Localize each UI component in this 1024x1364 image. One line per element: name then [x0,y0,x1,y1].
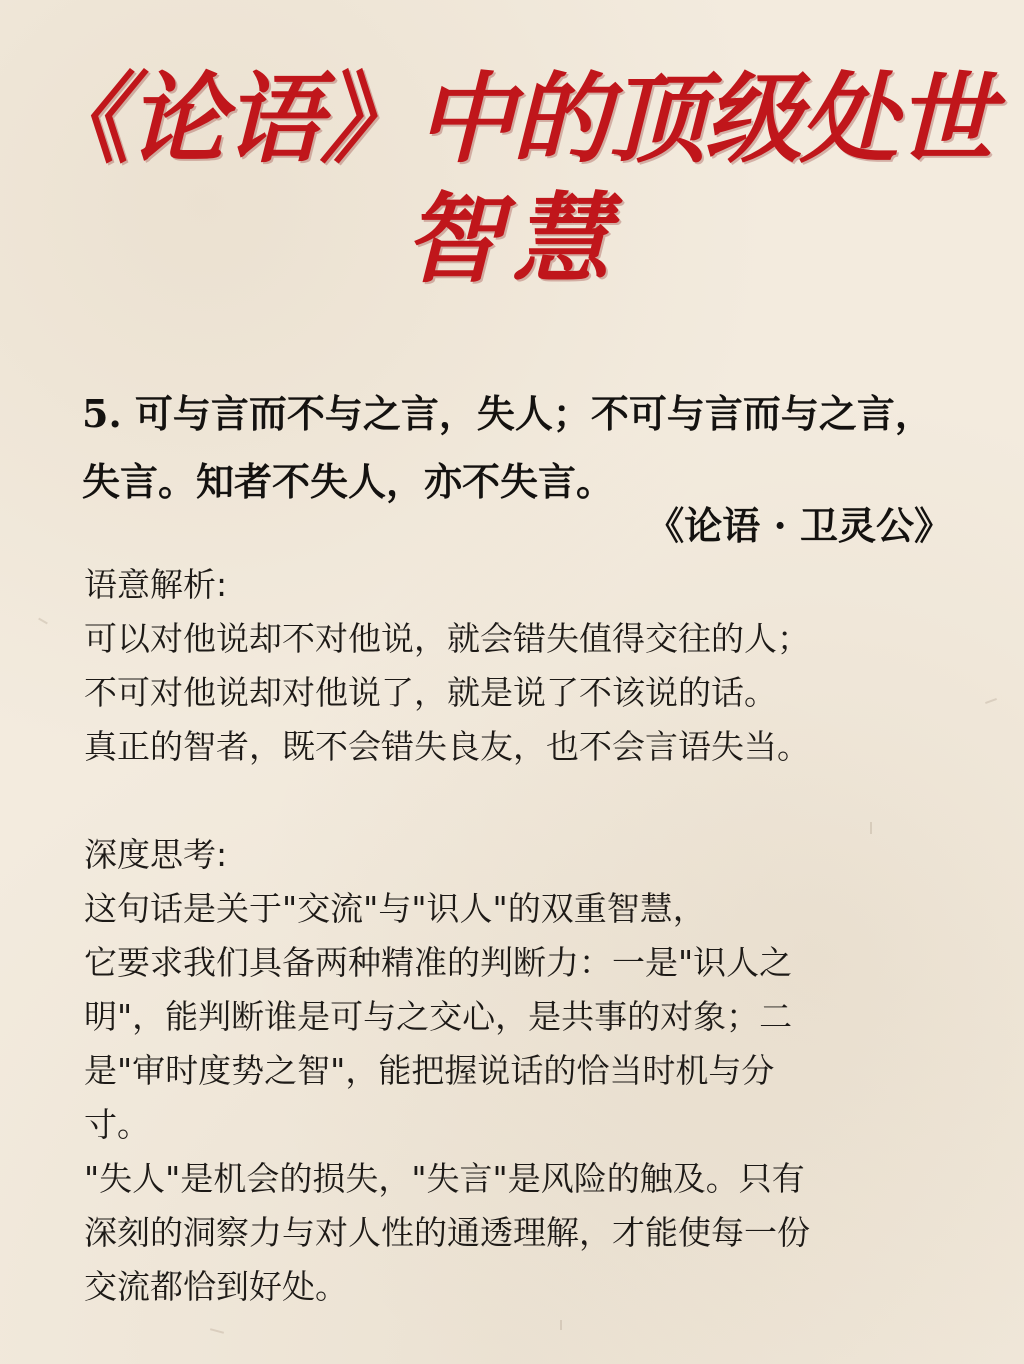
thinking-line: 寸。 [84,1105,150,1144]
meaning-line: 真正的智者，既不会错失良友，也不会言语失当。 [84,727,810,766]
thinking-section [84,828,964,1314]
thinking-heading: 深度思考: [84,835,228,874]
meaning-heading: 语意解析: [84,565,228,604]
quote-source: 《论语 · 卫灵公》 [646,503,952,548]
paper-texture-mark [38,618,48,625]
thinking-line: 深刻的洞察力与对人性的通透理解，才能使每一份 [84,1213,810,1252]
quote-line: 失言。知者不失人，亦不失言。 [82,459,615,504]
thinking-line: 明"，能判断谁是可与之交心，是共事的对象；二 [84,997,793,1036]
page-title-line-1: 《论语》中的顶级处世 [31,62,992,177]
meaning-section [84,558,964,774]
thinking-line: 它要求我们具备两种精准的判断力：一是"识人之 [84,943,793,982]
quote-text [82,380,982,516]
paper-texture-mark [985,698,997,704]
page-title-line-2: 智慧 [403,182,620,297]
quote-line: 5. 可与言而不与之言，失人；不可与言而与之言， [82,391,933,436]
meaning-line: 可以对他说却不对他说，就会错失值得交往的人； [84,619,810,658]
meaning-line: 不可对他说却对他说了，就是说了不该说的话。 [84,673,777,712]
thinking-line: "失人"是机会的损失，"失言"是风险的触及。只有 [84,1159,805,1198]
paper-texture-mark [210,1328,224,1334]
paper-texture-mark [560,1320,562,1330]
thinking-line: 这句话是关于"交流"与"识人"的双重智慧， [84,889,706,928]
thinking-line: 交流都恰到好处。 [84,1267,348,1306]
thinking-line: 是"审时度势之智"，能把握说话的恰当时机与分 [84,1051,775,1090]
